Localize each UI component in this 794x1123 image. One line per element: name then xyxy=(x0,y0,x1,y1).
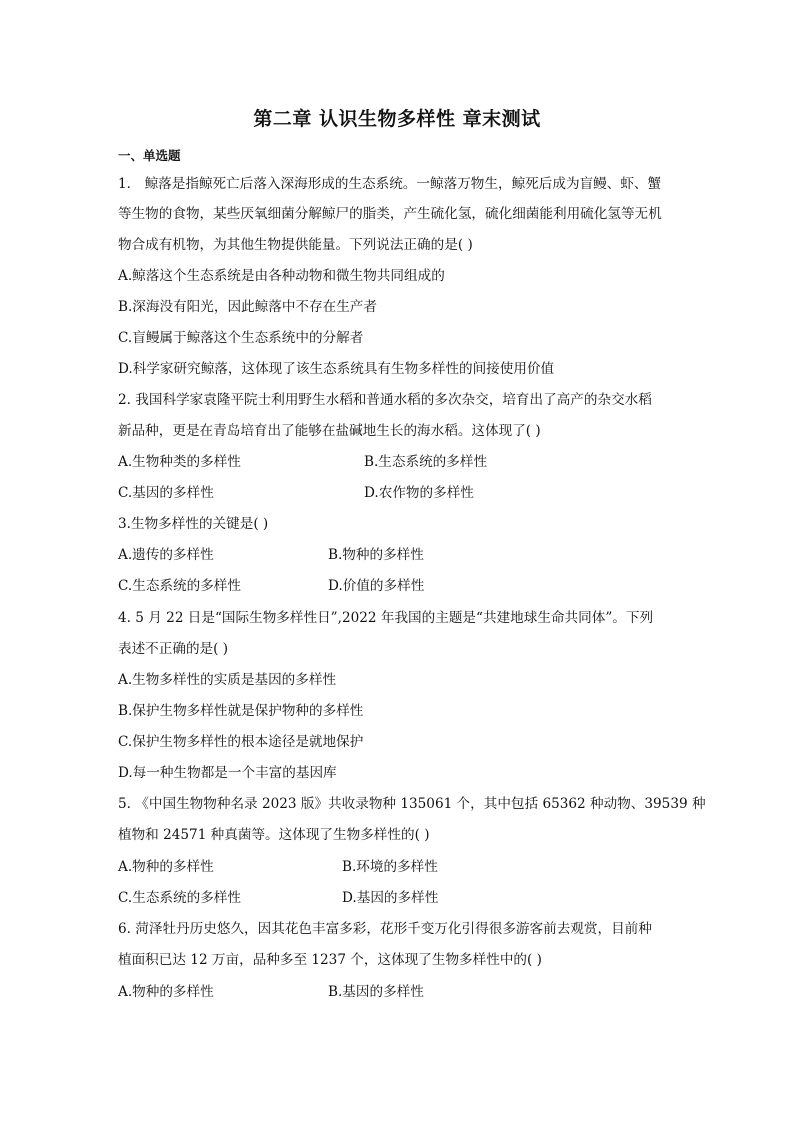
q6-option-a: A.物种的多样性 xyxy=(118,984,214,1000)
q4-line-1: 4. 5 月 22 日是“国际生物多样性日”,2022 年我国的主题是“共建地球生命共同体”。下列 xyxy=(118,610,654,626)
q4-option-d: D.每一种生物都是一个丰富的基因库 xyxy=(118,765,337,781)
q3-option-a: A.遗传的多样性 xyxy=(118,547,214,563)
q1-option-b: B.深海没有阳光，因此鲸落中不存在生产者 xyxy=(118,299,377,315)
q1-line-1: 1． 鲸落是指鲸死亡后落入深海形成的生态系统。一鲸落万物生，鲸死后成为盲鳗、虾、蟹 xyxy=(118,176,662,192)
q5-line-1: 5. 《中国生物物种名录 2023 版》共收录物种 135061 个，其中包括 65362 种动物、39539 种 xyxy=(118,796,706,812)
q4-option-a: A.生物多样性的实质是基因的多样性 xyxy=(118,672,337,688)
q2-option-a: A.生物种类的多样性 xyxy=(118,454,241,470)
section-heading: 一、单选题 xyxy=(118,148,181,163)
q1-line-2: 等生物的食物，某些厌氧细菌分解鲸尸的脂类，产生硫化氢，硫化细菌能利用硫化氢等无机 xyxy=(118,206,662,222)
q6-option-b: B.基因的多样性 xyxy=(328,984,424,1000)
q4-option-b: B.保护生物多样性就是保护物种的多样性 xyxy=(118,703,364,719)
q5-option-c: C.生态系统的多样性 xyxy=(118,890,241,906)
q1-option-c: C.盲鳗属于鲸落这个生态系统中的分解者 xyxy=(118,330,364,346)
q2-option-b: B.生态系统的多样性 xyxy=(364,454,488,470)
q6-line-2: 植面积已达 12 万亩，品种多至 1237 个，这体现了生物多样性中的( ) xyxy=(118,952,542,968)
q2-option-d: D.农作物的多样性 xyxy=(364,485,474,501)
q5-option-d: D.基因的多样性 xyxy=(342,890,439,906)
q5-option-a: A.物种的多样性 xyxy=(118,859,214,875)
q1-option-a: A.鲸落这个生态系统是由各种动物和微生物共同组成的 xyxy=(118,268,445,284)
q5-line-2: 植物和 24571 种真菌等。这体现了生物多样性的( ) xyxy=(118,827,430,843)
q4-option-c: C.保护生物多样性的根本途径是就地保护 xyxy=(118,734,364,750)
q1-line-3: 物合成有机物，为其他生物提供能量。下列说法正确的是( ) xyxy=(118,237,473,253)
q1-option-d: D.科学家研究鲸落，这体现了该生态系统具有生物多样性的间接使用价值 xyxy=(118,361,555,377)
q3-option-d: D.价值的多样性 xyxy=(328,578,425,594)
q6-line-1: 6. 菏泽牡丹历史悠久，因其花色丰富多彩，花形千变万化引得很多游客前去观赏，目前种 xyxy=(118,921,652,937)
q3-line-1: 3.生物多样性的关键是( ) xyxy=(118,516,269,532)
q2-line-2: 新品种，更是在青岛培育出了能够在盐碱地生长的海水稻。这体现了( ) xyxy=(118,423,541,439)
q5-option-b: B.环境的多样性 xyxy=(342,859,438,875)
q4-line-2: 表述不正确的是( ) xyxy=(118,641,229,657)
q2-option-c: C.基因的多样性 xyxy=(118,485,214,501)
q2-line-1: 2. 我国科学家袁隆平院士利用野生水稻和普通水稻的多次杂交，培育出了高产的杂交水稻 xyxy=(118,392,652,408)
page-title: 第二章 认识生物多样性 章末测试 xyxy=(253,108,541,130)
q3-option-b: B.物种的多样性 xyxy=(328,547,424,563)
q3-option-c: C.生态系统的多样性 xyxy=(118,578,241,594)
